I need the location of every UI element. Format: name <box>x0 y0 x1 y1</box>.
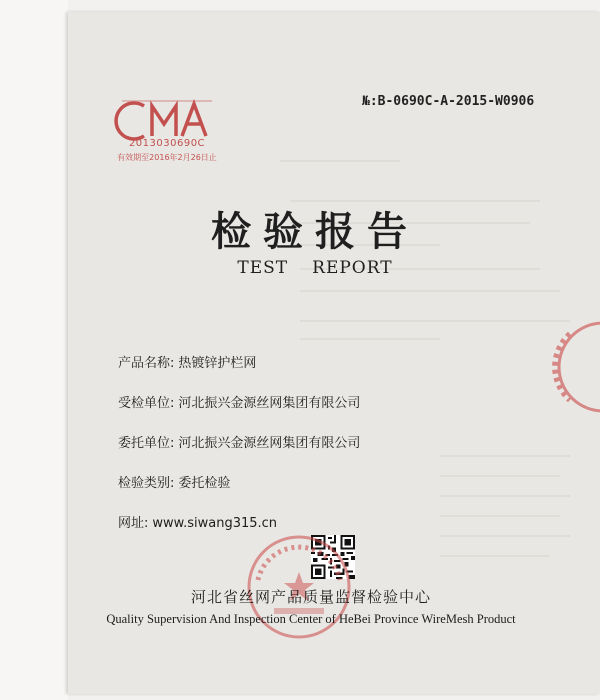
field-label: 委托单位: <box>118 436 175 451</box>
field-product-name <box>118 352 256 371</box>
field-label: 网址: <box>118 516 149 531</box>
bleed-through-line <box>300 320 570 322</box>
field-value: 热镀锌护栏网 <box>178 356 257 371</box>
bleed-through-line <box>440 455 570 457</box>
bleed-through-line <box>440 555 550 557</box>
page-edge-stamp-icon <box>548 312 600 422</box>
field-label: 受检单位: <box>118 396 175 411</box>
bleed-through-line <box>440 535 570 537</box>
bleed-through-line <box>440 495 570 497</box>
issuing-center-cn: 河北省丝网产品质量监督检验中心 <box>190 588 431 606</box>
field-website <box>118 512 277 531</box>
bleed-through-line <box>300 338 440 340</box>
cma-certificate-number: 2013030690C <box>128 138 206 149</box>
field-inspected-unit <box>118 392 360 411</box>
title-en-word-test: TEST <box>237 258 289 278</box>
field-label: 检验类别: <box>118 476 175 491</box>
bleed-through-line <box>440 515 560 517</box>
bleed-through-line <box>280 160 400 162</box>
title-en-word-report: REPORT <box>312 258 393 278</box>
report-number: №:B-0690C-A-2015-W0906 <box>362 94 535 109</box>
issuing-center-en: Quality Supervision And Inspection Center of HeBei Province WireMesh Product <box>106 612 516 626</box>
field-value: 委托检验 <box>178 476 231 491</box>
field-inspection-type <box>118 472 230 491</box>
field-entrusting-unit <box>118 432 360 451</box>
field-value: 河北振兴金源丝网集团有限公司 <box>178 396 361 411</box>
report-title-cn: 检验报告 <box>211 208 419 255</box>
bleed-through-line <box>300 290 560 292</box>
field-label: 产品名称: <box>118 356 175 371</box>
bleed-through-line <box>440 475 560 477</box>
cma-validity: 有效期至2016年2月26日止 <box>117 153 217 162</box>
report-title-en <box>0 258 600 278</box>
field-value: www.siwang315.cn <box>152 516 278 531</box>
field-value: 河北振兴金源丝网集团有限公司 <box>178 436 361 451</box>
